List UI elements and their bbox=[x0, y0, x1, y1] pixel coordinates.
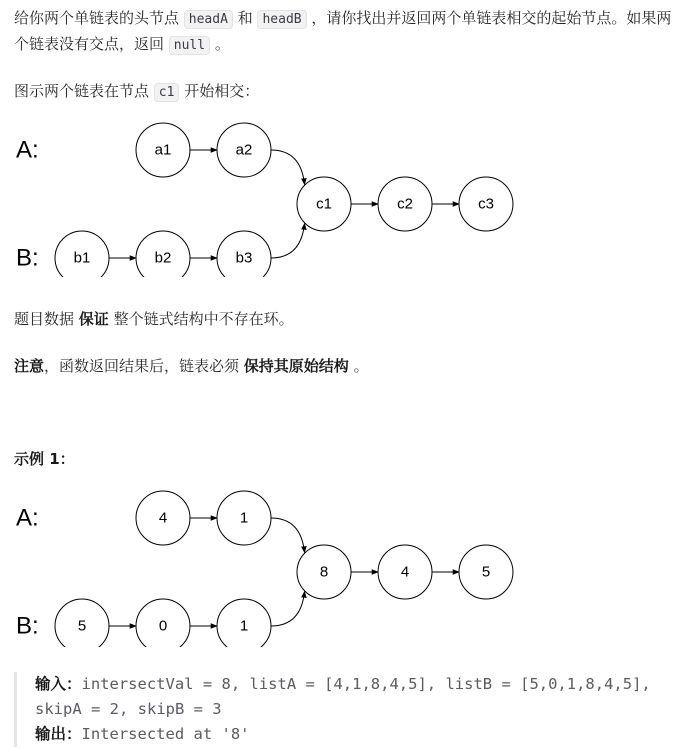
node-b3-label: 1 bbox=[239, 617, 249, 635]
node-b2-label: 0 bbox=[158, 617, 168, 635]
node-b1-label: 5 bbox=[77, 617, 87, 635]
input-value: intersectVal = 8, listA = [4,1,8,4,5], listB = [5,0,1,8,4,5], skipA = 2, skipB = 3 bbox=[35, 675, 661, 718]
example-diagram bbox=[0, 477, 690, 647]
node-c3-label: 5 bbox=[481, 563, 491, 581]
node-a2-label: 1 bbox=[239, 509, 249, 527]
caption-text: 开始相交： bbox=[179, 82, 260, 100]
note-text-part: ，函数返回结果后，链表必须 bbox=[44, 357, 244, 375]
output-label: 输出： bbox=[35, 725, 82, 743]
output-value: Intersected at '8' bbox=[81, 725, 250, 743]
code-headA: headA bbox=[184, 10, 233, 29]
node-c1-label: c1 bbox=[316, 195, 332, 213]
merge-arrow bbox=[271, 150, 305, 185]
row-label-a: A: bbox=[16, 136, 39, 164]
note-text-part: 。 bbox=[348, 357, 369, 375]
node-a2-label: a2 bbox=[235, 141, 253, 159]
guarantee-text-part: 题目数据 bbox=[14, 310, 79, 328]
statement-text: ，请你找出并返回两个单链表相交的起始节点。如果两个链表没有交点，返回 bbox=[14, 9, 672, 53]
statement-text: 和 bbox=[232, 9, 258, 27]
input-label: 输入： bbox=[35, 675, 82, 693]
example-io-block bbox=[14, 672, 674, 747]
node-c2-label: c2 bbox=[397, 195, 413, 213]
note-text bbox=[14, 354, 369, 379]
example-input bbox=[35, 672, 674, 722]
note-emphasis: 保持其原始结构 bbox=[243, 357, 349, 375]
node-b2-label: b2 bbox=[154, 249, 172, 267]
example-title bbox=[14, 447, 75, 472]
guarantee-text-part: 整个链式结构中不存在环。 bbox=[108, 310, 294, 328]
code-null: null bbox=[169, 36, 210, 55]
node-b3-label: b3 bbox=[235, 249, 253, 267]
intersection-diagram bbox=[0, 112, 690, 277]
example-output bbox=[35, 722, 674, 747]
node-c1-label: 8 bbox=[319, 563, 329, 581]
statement-text: 给你两个单链表的头节点 bbox=[14, 9, 184, 27]
guarantee-emphasis: 保证 bbox=[78, 310, 109, 328]
statement-text: 。 bbox=[210, 35, 230, 53]
problem-statement bbox=[14, 6, 682, 58]
node-c2-label: 4 bbox=[400, 563, 410, 581]
code-headB: headB bbox=[257, 10, 306, 29]
merge-arrow bbox=[271, 518, 305, 553]
example-title-text: 示例 1： bbox=[14, 450, 75, 468]
diagram-caption bbox=[14, 79, 259, 105]
merge-arrow bbox=[271, 223, 305, 258]
row-label-b: B: bbox=[16, 612, 39, 640]
guarantee-text bbox=[14, 307, 294, 332]
caption-text: 图示两个链表在节点 bbox=[14, 82, 154, 100]
row-label-a: A: bbox=[16, 504, 39, 532]
node-c3-label: c3 bbox=[478, 195, 494, 213]
node-a1-label: a1 bbox=[154, 141, 172, 159]
row-label-b: B: bbox=[16, 244, 39, 272]
node-a1-label: 4 bbox=[158, 509, 168, 527]
note-label: 注意 bbox=[14, 357, 45, 375]
code-c1: c1 bbox=[154, 83, 180, 102]
node-b1-label: b1 bbox=[73, 249, 91, 267]
merge-arrow bbox=[271, 591, 305, 626]
